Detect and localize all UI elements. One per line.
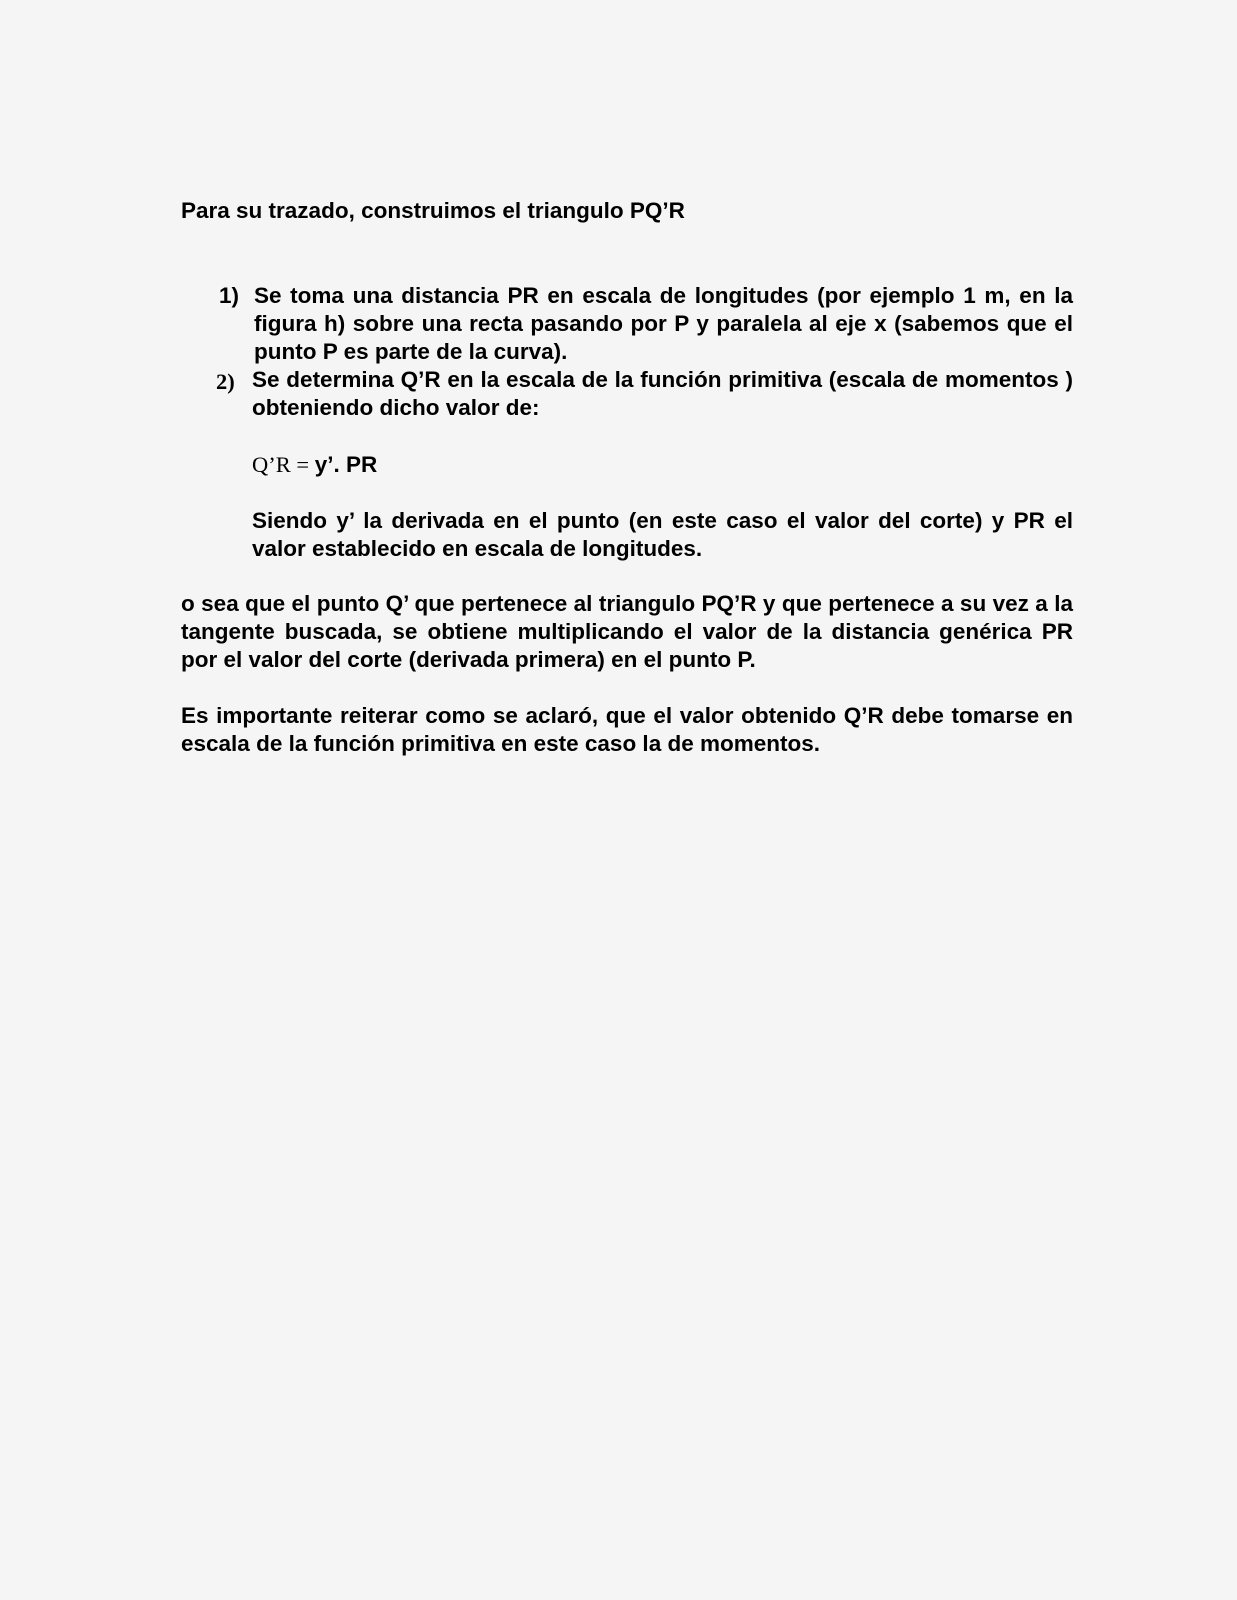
list-number-2: 2) (216, 369, 235, 394)
paragraph-1: o sea que el punto Q’ que pertenece al triangulo PQ’R y que pertenece a su vez a la tangente buscada, se obtiene multiplicando el valor de la distancia genérica PR por el valor del corte (derivada primera) en el punto P. (181, 591, 1073, 672)
list-item-2-text: Se determina Q’R en la escala de la función primitiva (escala de momentos ) obteniendo dicho valor de: (252, 367, 1073, 420)
list-number-1: 1) (219, 283, 240, 308)
list-item-1-text: Se toma una distancia PR en escala de longitudes (por ejemplo 1 m, en la figura h) sobre una recta pasando por P y paralela al eje x (sabemos que el punto P es parte de la curva). (254, 283, 1073, 364)
formula-right: y’. PR (314, 452, 378, 477)
formula-left: Q’R (252, 452, 291, 477)
formula-note: Siendo y’ la derivada en el punto (en este caso el valor del corte) y PR el valor establecido en escala de longitudes. (252, 508, 1073, 561)
paragraph-2: Es importante reiterar como se aclaró, que el valor obtenido Q’R debe tomarse en escala de la función primitiva en este caso la de momentos. (181, 703, 1073, 756)
formula (252, 451, 377, 479)
formula-equals: = (290, 452, 315, 477)
intro-heading: Para su trazado, construimos el triangulo PQ’R (181, 198, 685, 223)
